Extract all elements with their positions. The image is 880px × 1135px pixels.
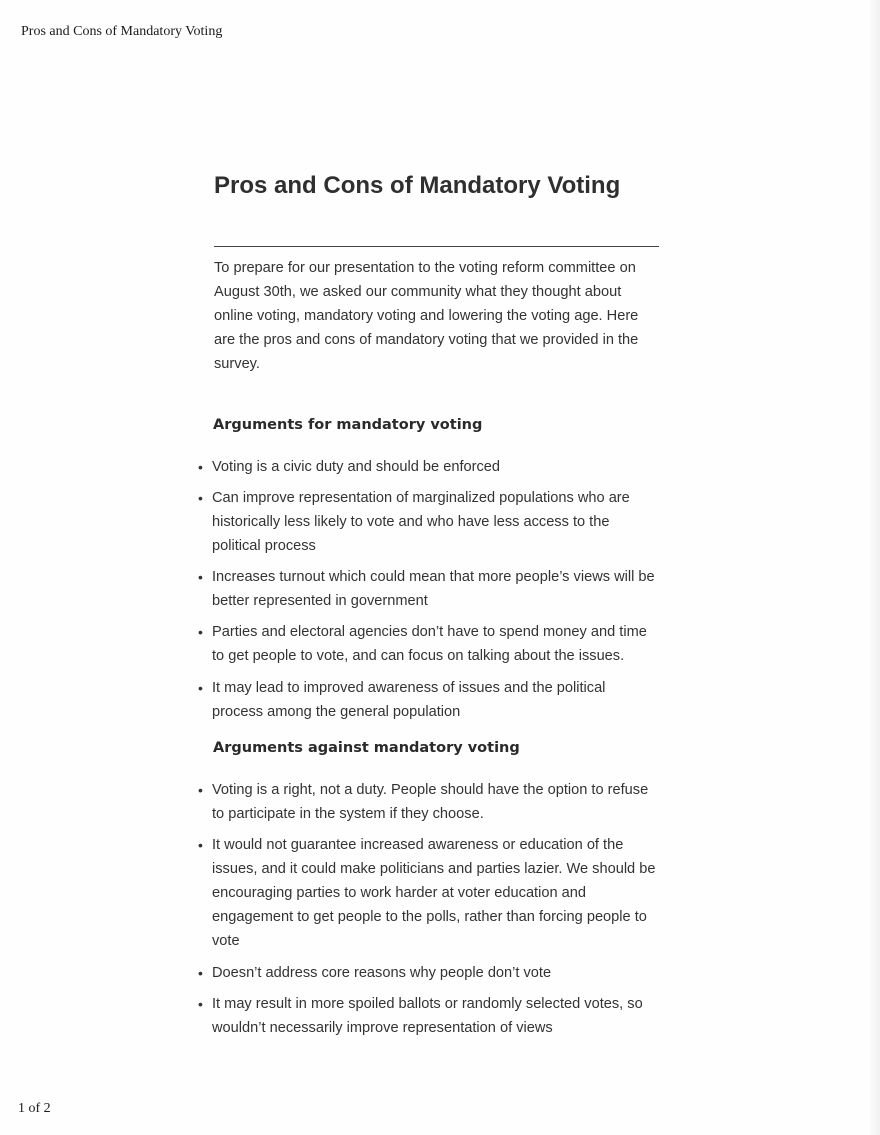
list-item: [198, 778, 660, 826]
list-item-text: Doesn’t address core reasons why people don’t vote: [212, 965, 552, 981]
list-item-text: It may lead to improved awareness of issues and the political process among the general population: [212, 680, 606, 720]
bullet-icon: •: [198, 965, 203, 981]
title-divider: [214, 246, 659, 247]
bullet-icon: •: [198, 837, 203, 853]
intro-paragraph: To prepare for our presentation to the voting reform committee on August 30th, we asked our community what they thought about online voting, mandatory voting and lowering the voting age. Here are the pros and cons of mandatory voting that we provided in the survey.: [214, 260, 639, 372]
bullet-icon: •: [198, 996, 203, 1012]
running-header: Pros and Cons of Mandatory Voting: [21, 24, 223, 39]
list-item: [198, 676, 660, 724]
bullet-icon: •: [198, 782, 203, 798]
list-item-text: It would not guarantee increased awareness or education of the issues, and it could make politicians and parties lazier. We should be encouraging parties to work harder at voter education and engagement to get people to the polls, rather than forcing people to vote: [212, 837, 656, 949]
list-item-text: Voting is a civic duty and should be enforced: [212, 459, 501, 475]
list-item-text: Voting is a right, not a duty. People should have the option to refuse to participate in the system if they choose.: [212, 782, 649, 822]
list-item: [198, 992, 660, 1040]
page-number: 1 of 2: [18, 1101, 51, 1116]
list-item-text: Can improve representation of marginalized populations who are historically less likely to vote and who have less access to the political process: [212, 490, 630, 554]
list-item-text: Increases turnout which could mean that more people’s views will be better represented in government: [212, 569, 655, 609]
page-title: Pros and Cons of Mandatory Voting: [214, 172, 621, 199]
bullet-icon: •: [198, 569, 203, 585]
list-item-text: Parties and electoral agencies don’t have to spend money and time to get people to vote, and can focus on talking about the issues.: [212, 624, 647, 664]
bullet-icon: •: [198, 490, 203, 506]
list-item: [198, 486, 660, 558]
list-item: [198, 620, 660, 668]
list-item: [198, 961, 660, 985]
bullet-icon: •: [198, 680, 203, 696]
bullet-icon: •: [198, 459, 203, 475]
bullet-icon: •: [198, 624, 203, 640]
section-heading-for: Arguments for mandatory voting: [213, 417, 483, 433]
list-item: [198, 565, 660, 613]
section-heading-against: Arguments against mandatory voting: [213, 740, 520, 756]
list-item: [198, 833, 660, 953]
list-item-text: It may result in more spoiled ballots or randomly selected votes, so wouldn’t necessarily improve representation of views: [212, 996, 643, 1036]
page-edge: [870, 0, 880, 1135]
list-item: [198, 455, 660, 479]
